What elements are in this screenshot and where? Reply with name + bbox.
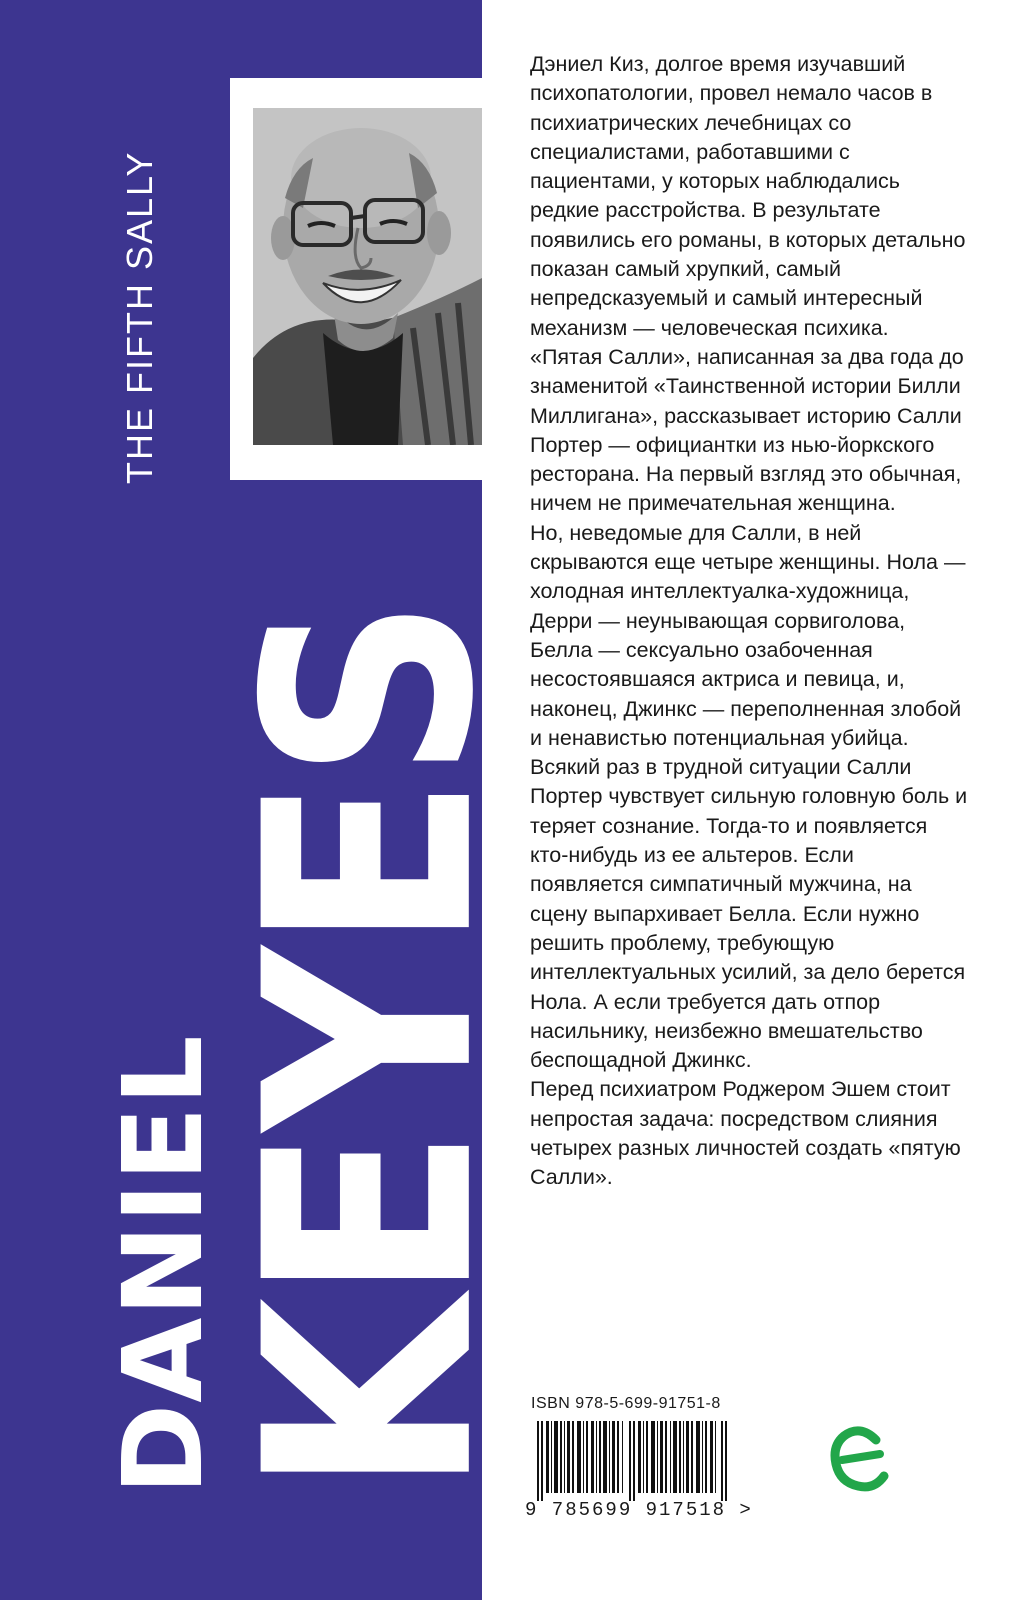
barcode xyxy=(525,1421,755,1531)
series-title: THE FIFTH SALLY xyxy=(119,150,160,484)
isbn-barcode xyxy=(525,1395,755,1540)
book-annotation xyxy=(530,50,970,1193)
isbn-label: ISBN 978-5-699-91751-8 xyxy=(531,1395,721,1412)
eksmo-e-logo-icon xyxy=(830,1420,890,1502)
annotation-paragraph: Перед психиатром Роджером Эшем стоит непростая задача: посредством слияния четырех разных личностей создать «пятую Салли». xyxy=(530,1077,961,1190)
annotation-paragraph: Но, неведомые для Салли, в ней скрываются еще четыре женщины. Нола — холодная интеллектуалка-художница, Дерри — неунывающая сорвиголова, Белла — сексуально озабоченная несостоявшаяся актриса и певица, и, наконец, Джинкс — переполненная злобой и ненавистью потенциальная убийца. Всякий раз в трудной ситуации Салли Портер чувствует сильную головную боль и теряет сознание. Тогда-то и появляется кто-нибудь из ее альтеров. Если появляется симпатичный мужчина, на сцену выпархивает Белла. Если нужно решить проблему, требующую интеллектуальных усилий, за дело берется Нола. А если требуется дать отпор насильнику, неизбежно вмешательство беспощадной Джинкс. xyxy=(530,520,968,1073)
author-photo xyxy=(253,108,482,445)
barcode-digits: 9 785699 917518 > xyxy=(525,1499,753,1521)
annotation-paragraph: «Пятая Салли», написанная за два года до знаменитой «Таинственной истории Билли Миллигана», рассказывает историю Салли Портер — официантки из нью-йоркского ресторана. На первый взгляд это обычная, ничем не примечательная женщина. xyxy=(530,344,964,516)
author-last-name: KEYES xyxy=(204,600,538,1495)
author-portrait-illustration xyxy=(253,108,482,445)
barcode-bars-graphic xyxy=(537,1421,737,1501)
author-first-name: DANIEL xyxy=(99,1034,227,1495)
annotation-paragraph: Дэниел Киз, долгое время изучавший психопатологии, провел немало часов в психиатрических лечебницах со специалистами, работавшими с пациентами, у которых наблюдались редкие расстройства. В результате появились его романы, в которых детально показан самый хрупкий, самый непредсказуемый и самый интересный механизм — человеческая психика. xyxy=(530,52,966,340)
